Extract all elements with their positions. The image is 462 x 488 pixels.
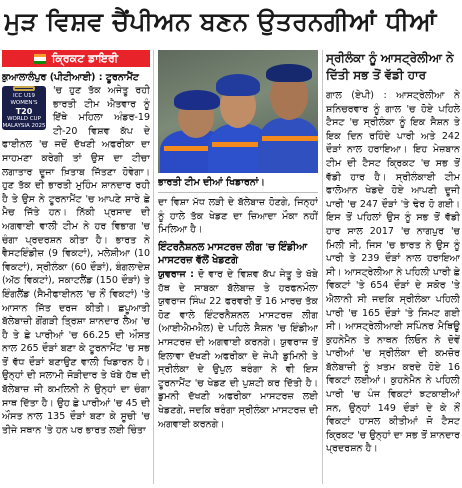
- article-continuation: ਦਾ ਵਿਸ਼ਾ ਮੱਧ ਲੜੀ ਦੇ ਬੱਲੇਬਾਜ਼ ਹੋਣਗੇ, ਜਿਨ੍ਹਾਂ ਨੂੰ ਹਾਲੇ ਤੱਕ ਖੇਡਣ ਦਾ ਜ਼ਿਆਦਾ ਮੌਕਾ ਨਹੀਂ ਮਿਲਿਆ ਹੈ।: [158, 197, 318, 236]
- column-cricket-diary: [2, 50, 150, 486]
- logo-line3: WORLD CUP: [7, 116, 41, 122]
- column-team-photo: [158, 50, 318, 486]
- story-text: ਦੋ ਵਾਰ ਦੇ ਵਿਸ਼ਵ ਕੱਪ ਜੇਤੂ ਤੇ ਖੱਬੇ ਹੱਥ ਦੇ ਸਾਬਕਾ ਬੱਲੇਬਾਜ਼ ਤੇ ਹਰਫਨਮੌਲਾ ਯੁਵਰਾਜ ਸਿੰਘ 22 ਫਰਵਰੀ ਤੋਂ 16 ਮਾਰਚ ਤੱਕ ਹੋਣ ਵਾਲੇ ਇੰਟਰਨੈਸ਼ਨਲ ਮਾਸਟਰਜ਼ ਲੀਗ (ਆਈਐਮਐਲ) ਦੇ ਪਹਿਲੇ ਸੈਸ਼ਨ 'ਚ ਇੰਡੀਆ ਮਾਸਟਰਜ਼ ਦੀ ਅਗਵਾਈ ਕਰਨਗੇ। ਯੁਵਰਾਜ ਤੋਂ ਇਲਾਵਾ ਦੱਖਣੀ ਅਫਰੀਕਾ ਦੇ ਜੇਪੀ ਡੁਮਿਨੀ ਤੇ ਸ੍ਰੀਲੰਕਾ ਦੇ ਉਪੁਲ ਥਰੰਗਾ ਨੇ ਵੀ ਇਸ ਟੂਰਨਾਮੈਂਟ 'ਚ ਖੇਡਣ ਦੀ ਪੁਸ਼ਟੀ ਕਰ ਦਿੱਤੀ ਹੈ। ਡੁਮਨੀ ਦੱਖਣੀ ਅਫਰੀਕਾ ਮਾਸਟਰਜ਼ ਲਈ ਖੇਡਣਗੇ, ਜਦਕਿ ਥਰੰਗਾ ਸ੍ਰੀਲੰਕਾ ਮਾਸਟਰਜ਼ ਦੀ ਅਗਵਾਈ ਕਰਨਗੇ।: [158, 268, 318, 430]
- team-photo: [158, 50, 318, 173]
- tournament-logo: [2, 86, 48, 132]
- main-headline: ਮੁੜ ਵਿਸ਼ਵ ਚੈਂਪੀਅਨ ਬਣਨ ਉਤਰਨਗੀਆਂ ਧੀਆਂ: [4, 7, 437, 36]
- logo-line2: T20: [15, 107, 33, 116]
- flag-icon: [34, 54, 46, 64]
- photo-caption: ਭਾਰਤੀ ਟੀਮ ਦੀਆਂ ਖਿਡਾਰਨਾਂ।: [158, 177, 265, 188]
- story-lead: ਯੁਵਰਾਜ :: [158, 268, 194, 280]
- trophy-icon: [13, 86, 35, 91]
- column-srilanka-story: [326, 50, 460, 486]
- dateline: ਕੁਆਲਾਲੰਪੁਰ (ਪੀਟੀਆਈ) : ਟੂਰਨਾਮੈਂਟ: [2, 72, 139, 83]
- srilanka-body: ਗਾਲ (ਏਪੀ) : ਆਸਟ੍ਰੇਲੀਆ ਨੇ ਸ਼ਨਿਚਰਵਾਰ ਨੂੰ ਗਾਲ 'ਚ ਹੋਏ ਪਹਿਲੇ ਟੈਸਟ 'ਚ ਸ੍ਰੀਲੰਕਾ ਨੂੰ ਇਕ ਸੈਸ਼ਨ ਤੇ ਇਕ ਦਿਨ ਰਹਿੰਦੇ ਪਾਰੀ ਅਤੇ 242 ਦੌੜਾਂ ਨਾਲ ਹਰਾਇਆ। ਇਹ ਮੇਜ਼ਬਾਨ ਟੀਮ ਦੀ ਟੈਸਟ ਕ੍ਰਿਕਟ 'ਚ ਸਭ ਤੋਂ ਵੱਡੀ ਹਾਰ ਹੈ। ਸ੍ਰੀਲੰਕਾਈ ਟੀਮ ਫਾਲੋਆਨ ਖੇਡਦੇ ਹੋਏ ਆਪਣੀ ਦੂਜੀ ਪਾਰੀ 'ਚ 247 ਦੌੜਾਂ 'ਤੇ ਢੇਰ ਹੋ ਗਈ। ਇਸ ਤੋਂ ਪਹਿਲਾਂ ਉਸ ਨੂੰ ਸਭ ਤੋਂ ਵੱਡੀ ਹਾਰ ਸਾਲ 2017 'ਚ ਨਾਗਪੁਰ 'ਚ ਮਿਲੀ ਸੀ, ਜਿਸ 'ਚ ਭਾਰਤ ਨੇ ਉਸ ਨੂੰ ਪਾਰੀ ਤੇ 239 ਦੌੜਾਂ ਨਾਲ ਹਰਾਇਆ ਸੀ। ਆਸਟ੍ਰੇਲੀਆ ਨੇ ਪਹਿਲੀ ਪਾਰੀ ਛੇ ਵਿਕਟਾਂ 'ਤੇ 654 ਦੌੜਾਂ ਦੇ ਸਕੋਰ 'ਤੇ ਐਲਾਨੀ ਸੀ ਜਦਕਿ ਸ੍ਰੀਲੰਕਾ ਪਹਿਲੀ ਪਾਰੀ 'ਚ 165 ਦੌੜਾਂ 'ਤੇ ਸਿਮਟ ਗਈ ਸੀ। ਆਸਟ੍ਰੇਲੀਆਈ ਸਪਿੰਨਰ ਮੈਥਿਊ ਕੁਹਨੇਮੈਨ ਤੇ ਨਾਥਨ ਲਿਓਨ ਨੇ ਦੋਵੇਂ ਪਾਰੀਆਂ 'ਚ ਸ੍ਰੀਲੰਕਾ ਦੀ ਕਮਜ਼ੋਰ ਬੱਲੇਬਾਜ਼ੀ ਨੂੰ ਖ਼ਤਮ ਕਰਦੇ ਹੋਏ 16 ਵਿਕਟਾਂ ਲਈਆਂ। ਕੁਹਨੇਮੈਨ ਨੇ ਪਹਿਲੀ ਪਾਰੀ 'ਚ ਪੰਜ ਵਿਕਟਾਂ ਝਟਕਾਈਆਂ ਸਨ, ਉਨ੍ਹਾਂ 149 ਦੌੜਾਂ ਦੇ ਕੇ ਨੌਂ ਵਿਕਟਾਂ ਹਾਸਲ ਕੀਤੀਆਂ ਜੋ ਟੈਸਟ ਕ੍ਰਿਕਟ 'ਚ ਉਨ੍ਹਾਂ ਦਾ ਸਭ ਤੋਂ ਸ਼ਾਨਦਾਰ ਪ੍ਰਦਰਸ਼ਨ ਹੈ।: [326, 90, 460, 455]
- yuvraj-story: [158, 268, 318, 431]
- yuvraj-subhead: ਇੰਟਰਨੈਸ਼ਨਲ ਮਾਸਟਰਜ਼ ਲੀਗ 'ਚ ਇੰਡੀਆ ਮਾਸਟਰਜ਼ ਵੱਲੋਂ ਖੇਡਣਗੇ: [158, 241, 307, 267]
- banner-label: ਕ੍ਰਿਕਟ ਡਾਇਰੀ: [51, 51, 119, 65]
- logo-line4: MALAYSIA 2025: [2, 123, 46, 129]
- caption-divider: [158, 192, 318, 193]
- srilanka-headline: ਸ੍ਰੀਲੰਕਾ ਨੂੰ ਆਸਟ੍ਰੇਲੀਆ ਨੇ ਦਿੱਤੀ ਸਭ ਤੋਂ ਵੱਡੀ ਹਾਰ: [326, 51, 454, 82]
- column-divider: [153, 50, 154, 484]
- article-body: 'ਚ ਹੁਣ ਤੱਕ ਅਜੇਤੂ ਰਹੀ ਭਾਰਤੀ ਟੀਮ ਐਤਵਾਰ ਨੂੰ ਇੱਥੇ ਮਹਿਲਾ ਅੰਡਰ-19 ਟੀ-20 ਵਿਸ਼ਵ ਕੱਪ ਦੇ ਫਾਈਨਲ 'ਚ ਜਦੋਂ ਦੱਖਣੀ ਅਫਰੀਕਾ ਦਾ ਸਾਹਮਣਾ ਕਰੇਗੀ ਤਾਂ ਉਸ ਦਾ ਟੀਚਾ ਲਗਾਤਾਰ ਦੂਜਾ ਖ਼ਿਤਾਬ ਜਿੱਤਣਾ ਹੋਵੇਗਾ। ਹੁਣ ਤੱਕ ਦੀ ਭਾਰਤੀ ਮੁਹਿੰਮ ਸ਼ਾਨਦਾਰ ਰਹੀ ਹੈ ਤੇ ਉਸ ਨੇ ਟੂਰਨਾਮੈਂਟ 'ਚ ਆਪਣੇ ਸਾਰੇ ਛੇ ਮੈਚ ਜਿੱਤੇ ਹਨ। ਨਿੱਕੀ ਪ੍ਰਸਾਦ ਦੀ ਅਗਵਾਈ ਵਾਲੀ ਟੀਮ ਨੇ ਹਰ ਵਿਭਾਗ 'ਚ ਚੰਗਾ ਪ੍ਰਦਰਸ਼ਨ ਕੀਤਾ ਹੈ। ਭਾਰਤ ਨੇ ਵੈਸਟਇੰਡੀਜ਼ (9 ਵਿਕਟਾਂ), ਮਲੇਸ਼ੀਆ (10 ਵਿਕਟਾਂ), ਸ੍ਰੀਲੰਕਾ (60 ਦੌੜਾਂ), ਬੰਗਲਾਦੇਸ਼ (ਅੱਠ ਵਿਕਟਾਂ), ਸਕਾਟਲੈਂਡ (150 ਦੌੜਾਂ) ਤੇ ਇੰਗਲੈਂਡ (ਸੈਮੀਫਾਈਨਲ 'ਚ ਨੌਂ ਵਿਕਟਾਂ) 'ਤੇ ਆਸਾਨ ਜਿੱਤ ਦਰਜ ਕੀਤੀ। ਛਪੂਆਤੀ ਬੱਲੇਬਾਜ਼ੀ ਗੋਂਗੜੀ ਤ੍ਰਿਸ਼ਾ ਸ਼ਾਨਦਾਰ ਲੈਅ 'ਚ ਹੈ ਤੇ ਛੇ ਪਾਰੀਆਂ 'ਚ 66.25 ਦੀ ਔਸਤ ਨਾਲ 265 ਦੌੜਾਂ ਬਣਾ ਕੇ ਟੂਰਨਾਮੈਂਟ 'ਚ ਸਭ ਤੋਂ ਵੱਧ ਦੌੜਾਂ ਬਣਾਉਣ ਵਾਲੀ ਖਿਡਾਰਨ ਹੈ। ਉਨ੍ਹਾਂ ਦੀ ਸਲਾਮੀ ਜੋੜੀਦਾਰ ਤੇ ਖੱਬੇ ਹੱਥ ਦੀ ਬੱਲੇਬਾਜ਼ ਜੀ ਕਮਲਿਨੀ ਨੇ ਉਨ੍ਹਾਂ ਦਾ ਚੰਗਾ ਸਾਥ ਦਿੱਤਾ ਹੈ। ਉਹ ਛੇ ਪਾਰੀਆਂ 'ਚ 45 ਦੀ ਔਸਤ ਨਾਲ 135 ਦੌੜਾਂ ਬਣਾ ਕੇ ਸੂਚੀ 'ਚ ਤੀਜੇ ਸਥਾਨ 'ਤੇ ਹਨ ਪਰ ਭਾਰਤ ਲਈ ਚਿੰਤਾ: [2, 85, 150, 436]
- cricket-diary-banner: [2, 50, 150, 67]
- logo-line1: ICC U19 WOMEN'S: [10, 93, 38, 106]
- column-divider: [322, 50, 323, 484]
